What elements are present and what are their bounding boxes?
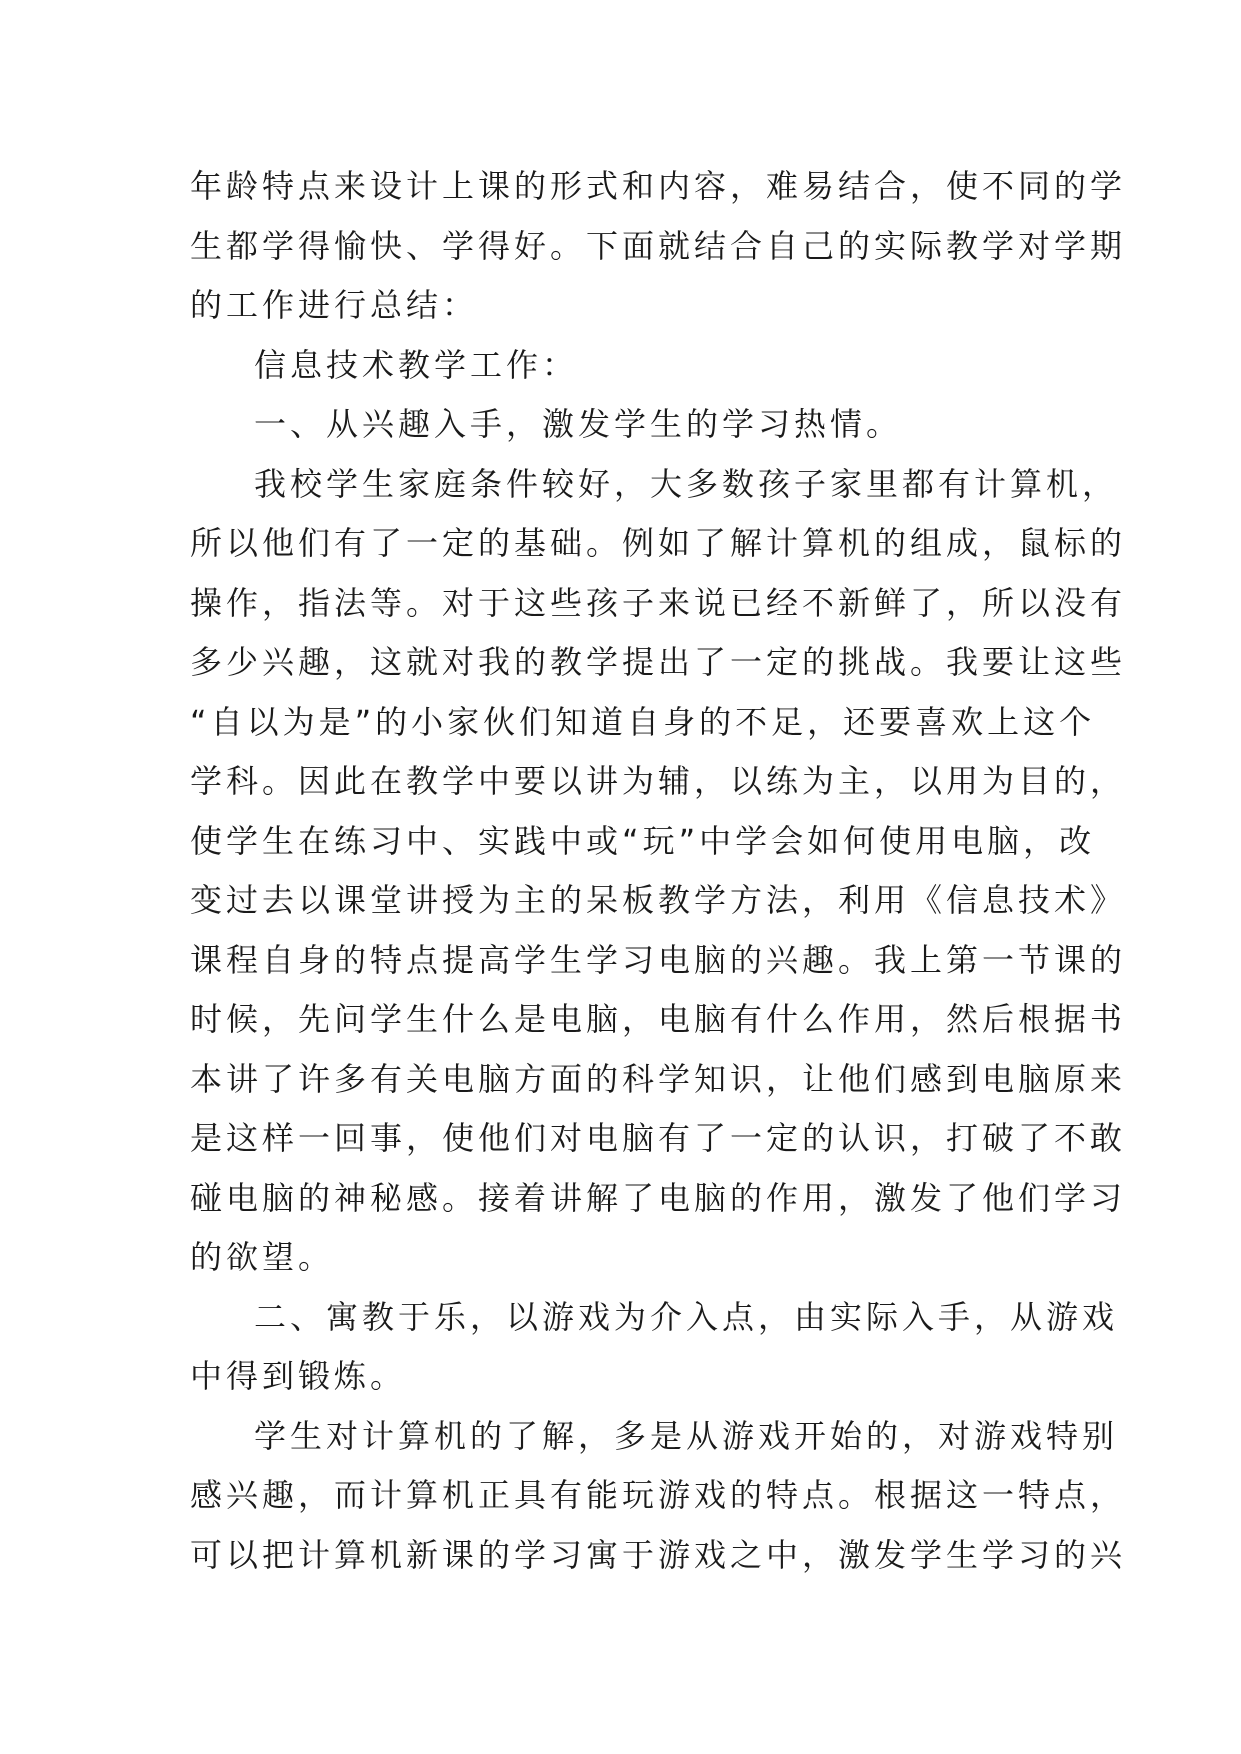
text-line: 变过去以课堂讲授为主的呆板教学方法，利用《信息技术》 <box>190 881 1127 919</box>
text-line: 可以把计算机新课的学习寓于游戏之中，激发学生学习的兴 <box>190 1535 1127 1574</box>
text-line: 操作，指法等。对于这些孩子来说已经不新鲜了，所以没有 <box>190 583 1127 622</box>
text-line: 年龄特点来设计上课的形式和内容，难易结合，使不同的学 <box>190 167 1127 205</box>
text-line: 感兴趣，而计算机正具有能玩游戏的特点。根据这一特点， <box>190 1476 1127 1514</box>
subsection-heading: 二、寓教于乐，以游戏为介入点，由实际入手，从游戏 <box>254 1297 1119 1336</box>
text-line: 碰电脑的神秘感。接着讲解了电脑的作用，激发了他们学习 <box>190 1178 1127 1217</box>
text-line: 使学生在练习中、实践中或“玩”中学会如何使用电脑，改 <box>190 821 1096 860</box>
text-line: 中得到锻炼。 <box>190 1357 407 1395</box>
subsection-heading: 一、从兴趣入手，激发学生的学习热情。 <box>254 405 903 443</box>
text-line: 的欲望。 <box>190 1238 335 1276</box>
paragraph-first-line: 学生对计算机的了解，多是从游戏开始的，对游戏特别 <box>254 1416 1119 1455</box>
text-line: 学科。因此在教学中要以讲为辅，以练为主，以用为目的， <box>190 762 1127 800</box>
text-line: 课程自身的特点提高学生学习电脑的兴趣。我上第一节课的 <box>190 940 1127 979</box>
text-line: 本讲了许多有关电脑方面的科学知识，让他们感到电脑原来 <box>190 1059 1127 1098</box>
text-line: 所以他们有了一定的基础。例如了解计算机的组成，鼠标的 <box>190 524 1127 562</box>
section-heading: 信息技术教学工作： <box>254 345 579 384</box>
text-line: 是这样一回事，使他们对电脑有了一定的认识，打破了不敢 <box>190 1119 1127 1157</box>
text-line: “自以为是”的小家伙们知道自身的不足，还要喜欢上这个 <box>190 702 1096 741</box>
text-line: 的工作进行总结： <box>190 286 479 324</box>
text-line: 多少兴趣，这就对我的教学提出了一定的挑战。我要让这些 <box>190 643 1127 681</box>
document-body <box>190 157 1127 1585</box>
paragraph-first-line: 我校学生家庭条件较好，大多数孩子家里都有计算机， <box>254 464 1119 503</box>
text-line: 时候，先问学生什么是电脑，电脑有什么作用，然后根据书 <box>190 1000 1127 1038</box>
text-line: 生都学得愉快、学得好。下面就结合自己的实际教学对学期 <box>190 226 1127 265</box>
